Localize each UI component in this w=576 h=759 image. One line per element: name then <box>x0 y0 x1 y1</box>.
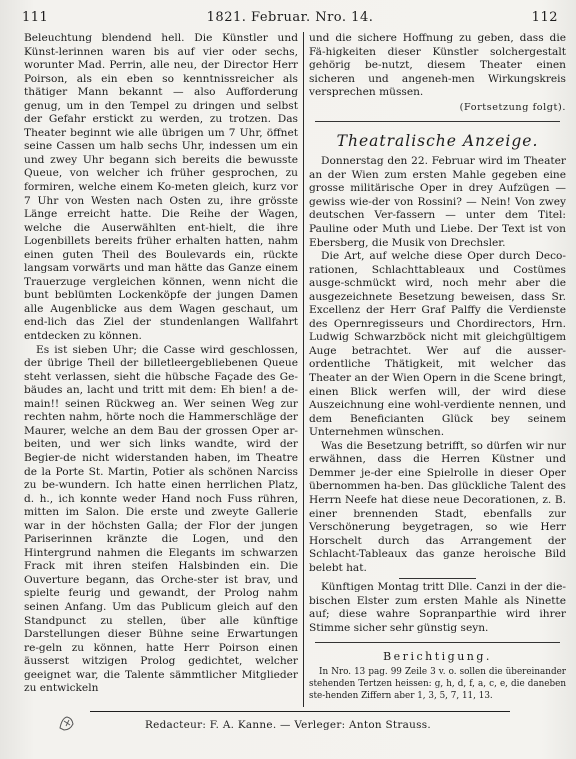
left-column <box>24 32 298 696</box>
anzeige-paragraph-3: Was die Besetzung betrifft, so dürfen wir nur erwähnen, dass die Herren Küstner und Demmer je-der eine Spielrolle in dieser Oper übernommen ha-ben. Das glückliche Talent des Herrn Neefe hat diese neue Decorationen, z. B. einer brennenden Stadt, ebenfalls zur Verschönerung beygetragen, so wie Herr Horschelt durch das Arrangement der Schlacht-Tableaux das ganze heroische Bild belebt hat. <box>309 439 566 574</box>
berichtigung-divider <box>315 642 560 643</box>
berichtigung-text: In Nro. 13 pag. 99 Zeile 3 v. o. sollen die übereinander stehenden Tertzen heissen: g, h, d, f, a, c, e, die daneben ste-henden Ziffern aber 1, 3, 5, 7, 11, 13. <box>309 667 566 701</box>
left-paragraph-2: Es ist sieben Uhr; die Casse wird geschlossen, der übrige Theil der billetleergebliebenen Queue steht verlassen, sieht die hübsche Façade des Ge-bäudes an, lacht und tritt mit dem: Eh bien! a de-main!! seinen Rückweg an. Wer seinen Weg zur rechten nahm, hörte noch die Hammerschläge der Maurer, welche an dem Bau der grossen Oper ar-beiten, und wer sich links wandte, wird der Begier-de nicht widerstanden haben, im Theatre de la Porte St. Martin, Potier als schönen Narciss zu be-wundern. Ich hatte einen herrlichen Platz, d. h., ich konnte weder Hand noch Fuss rühren, mitten im Salon. Die erste und zweyte Gallerie war in der höchsten Galla; der Flor der jungen Pariserinnen kränzte die Logen, und den Hintergrund nahmen die Elegants im schwarzen Frack mit ihren steifen Halsbinden ein. Die Ouverture begann, das Orche-ster ist brav, und spielte feurig und gewandt, der Prolog nahm seinen Anfang. Um das Publicum gleich auf den Standpunct zu stellen, über alle künftige Darstellungen dieser Bühne seine Erwartungen re-geln zu können, hatte Herr Poirson einen äusserst witzigen Prolog gedichtet, welcher geeignet war, die Talente sämmtlicher Mitglieder zu entwickeln <box>24 343 298 695</box>
section-divider <box>315 121 560 122</box>
berichtigung-block <box>309 667 566 702</box>
continuation-text: und die sichere Hoffnung zu geben, dass die Fä-higkeiten dieser Künstler solchergestalt gehörig be-nutzt, diesem Theater einen sicheren und angeneh-men Wirkungskreis versprechen müssen. <box>309 32 566 99</box>
page-header <box>22 10 558 26</box>
berichtigung-heading: Berichtigung. <box>383 650 492 664</box>
issue-title: 1821. Februar. Nro. 14. <box>206 10 374 25</box>
anzeige-heading: Theatralische Anzeige. <box>336 132 539 151</box>
page-footer: Redacteur: F. A. Kanne. — Verleger: Anton Strauss. <box>145 719 431 731</box>
column-divider <box>303 32 304 707</box>
montag-notice: Künftigen Montag tritt Dlle. Canzi in der die-bischen Elster zum ersten Mahle als Ninette auf; diese wahre Sopranparthie wird ihrer Stimme sicher sehr günstig seyn. <box>309 581 566 634</box>
page-number-left: 111 <box>22 10 49 25</box>
short-divider <box>399 578 476 579</box>
anzeige-paragraph-1: Donnerstag den 22. Februar wird im Theater an der Wien zum ersten Mahle gegeben eine grosse militärische Oper in drey Aufzügen — gewiss wie-der von Rossini? — Nein! Von zwey deutschen Ver-fassern — unter dem Titel: Pauline oder Muth und Liebe. Der Text ist von Ebersberg, die Musik von Drechsler. <box>309 155 566 249</box>
right-column <box>309 32 566 702</box>
fortsetzung-note: (Fortsetzung folgt). <box>459 101 566 113</box>
footer-rule <box>90 711 510 712</box>
left-paragraph-1: Beleuchtung blendend hell. Die Künstler und Künst-lerinnen waren bis auf vier oder sechs, worunter Mad. Perrin, alle neu, der Director Herr Poirson, als ein eben so kenntnissreicher als thätiger Mann bekannt — also Aufforderung genug, um in den Tempel zu dringen und selbst der Gefahr erstickt zu werden, zu trotzen. Das Theater beginnt wie alle übrigen um 7 Uhr, öffnet seine Cassen um halb sechs Uhr, indessen um ein und zwey Uhr begann sich bereits die bewusste Queue, von welcher ich früher gesprochen, zu formiren, welche einem Ko-meten gleich, kurz vor 7 Uhr von Westen nach Osten zu, ihre grösste Länge erreicht hatte. Die Reihe der Wagen, welche die Auserwählten ent-hielt, die ihre Logenbillets bereits früher erhalten hatten, nahm einen guten Theil des Boulevards ein, rückte langsam vorwärts und man hätte das Ganze einem Trauerzuge vergleichen können, wenn nicht die bunt beblümten Lockenköpfe der jungen Damen alle Augenblicke aus dem Wagen geschaut, um end-lich das Ziel der stundenlangen Wallfahrt entdecken zu können. <box>24 32 298 343</box>
page-number-right: 112 <box>531 10 558 25</box>
anzeige-paragraph-2: Die Art, auf welche diese Oper durch Deco-rationen, Schlachttableaux und Costümes ausge-schmückt wird, noch mehr aber die ausgezeichnete Besetzung beweisen, dass Sr. Excellenz der Herr Graf Palffy die Verdienste des Opernregisseurs und Chordirectors, Hrn. Ludwig Schwarzböck nicht mit gleichgültigem Auge betrachtet. Wer auf die ausser-ordentliche Thätigkeit, mit welcher das Theater an der Wien Opern in die Scene bringt, einen Blick werfen will, der wird diese Auszeichnung eine wohl-verdiente nennen, und dem Beneficianten Glück bey seinem Unternehmen wünschen. <box>309 250 566 439</box>
